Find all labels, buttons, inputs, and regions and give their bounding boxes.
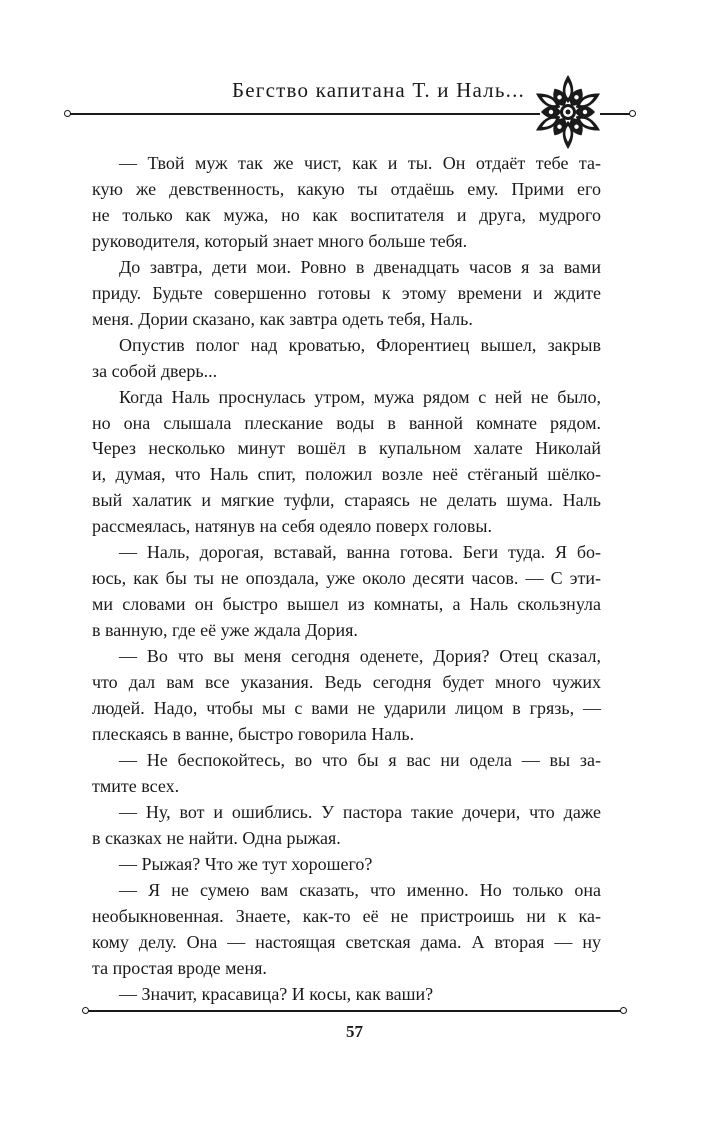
text-line: Когда Наль проснулась утром, мужа рядом с ней не было, [119, 386, 601, 407]
text-line: ми словами он быстро вышел из комнаты, а Наль скользнула [92, 594, 601, 615]
text-line: — Во что вы меня сегодня оденете, Дория? Отец сказал, [119, 646, 601, 667]
text-line: руководителя, который знает много больше тебя. [92, 230, 468, 251]
paragraph [92, 644, 601, 748]
text-line: необыкновенная. Знаете, как-то её не пристроишь ни к ка- [92, 905, 601, 926]
paragraph [92, 255, 601, 333]
rule-end-dot [620, 1007, 627, 1014]
text-line: плескаясь в ванне, быстро говорила Наль. [92, 723, 415, 744]
mandala-ornament-icon [533, 70, 603, 150]
running-title: Бегство капитана Т. и Наль... [232, 78, 525, 102]
paragraph [92, 151, 601, 255]
header-rule [70, 113, 540, 115]
text-line: в сказках не найти. Одна рыжая. [92, 827, 341, 848]
paragraph [92, 385, 601, 541]
text-line: — Твой муж так же чист, как и ты. Он отдаёт тебе та- [119, 153, 601, 173]
paragraph [92, 982, 601, 1008]
header-rule-right [600, 113, 632, 115]
text-line: приду. Будьте совершенно готовы к этому времени и ждите [92, 282, 601, 303]
paragraph [92, 333, 601, 385]
text-line: До завтра, дети мои. Ровно в двенадцать часов я за вами [119, 256, 601, 277]
text-line: но она слышала плескание воды в ванной комнате рядом. [92, 412, 601, 433]
text-line: та простая вроде меня. [92, 957, 267, 978]
text-line: Через несколько минут вошёл в купальном халате Николай [92, 438, 601, 459]
rule-end-dot [629, 110, 636, 117]
text-line: меня. Дории сказано, как завтра одеть тебя, Наль. [92, 308, 473, 329]
paragraph [92, 878, 601, 982]
text-line: — Значит, красавица? И косы, как ваши? [119, 983, 434, 1004]
paragraph [92, 852, 601, 878]
text-line: рассмеялась, натянув на себя одеяло поверх головы. [92, 516, 492, 537]
page-number: 57 [346, 1022, 363, 1041]
footer-rule [88, 1010, 623, 1012]
text-line: и, думая, что Наль спит, положил возле неё стёганый шёлко- [92, 464, 601, 485]
paragraph [92, 540, 601, 644]
paragraph [92, 800, 601, 852]
text-line: Опустив полог над кроватью, Флорентиец вышел, закрыв [119, 334, 601, 355]
text-line: вый халатик и мягкие туфли, стараясь не делать шума. Наль [92, 490, 601, 511]
text-line: что дал вам все указания. Ведь сегодня будет много чужих [92, 672, 601, 693]
text-line: — Рыжая? Что же тут хорошего? [119, 853, 373, 874]
text-line: в ванную, где её уже ждала Дория. [92, 620, 358, 641]
text-line: кому делу. Она — настоящая светская дама. А вторая — ну [92, 931, 601, 952]
text-line: людей. Надо, чтобы мы с вами не ударили лицом в грязь, — [92, 698, 601, 719]
text-line: — Я не сумею вам сказать, что именно. Но только она [119, 879, 601, 900]
paragraph [92, 748, 601, 800]
text-line: — Ну, вот и ошиблись. У пастора такие дочери, что даже [119, 801, 601, 822]
text-line: — Не беспокойтесь, во что бы я вас ни одела — вы за- [119, 749, 601, 770]
text-line: не только как мужа, но как воспитателя и друга, мудрого [92, 204, 601, 225]
text-line: тмите всех. [92, 775, 180, 796]
body-text [92, 151, 601, 1007]
text-line: — Наль, дорогая, вставай, ванна готова. Беги туда. Я бо- [119, 542, 601, 563]
text-line: юсь, как бы ты не опоздала, уже около десяти часов. — С эти- [92, 568, 601, 589]
text-line: за собой дверь... [92, 360, 218, 381]
text-line: кую же девственность, какую ты отдаёшь ему. Прими его [92, 178, 601, 199]
